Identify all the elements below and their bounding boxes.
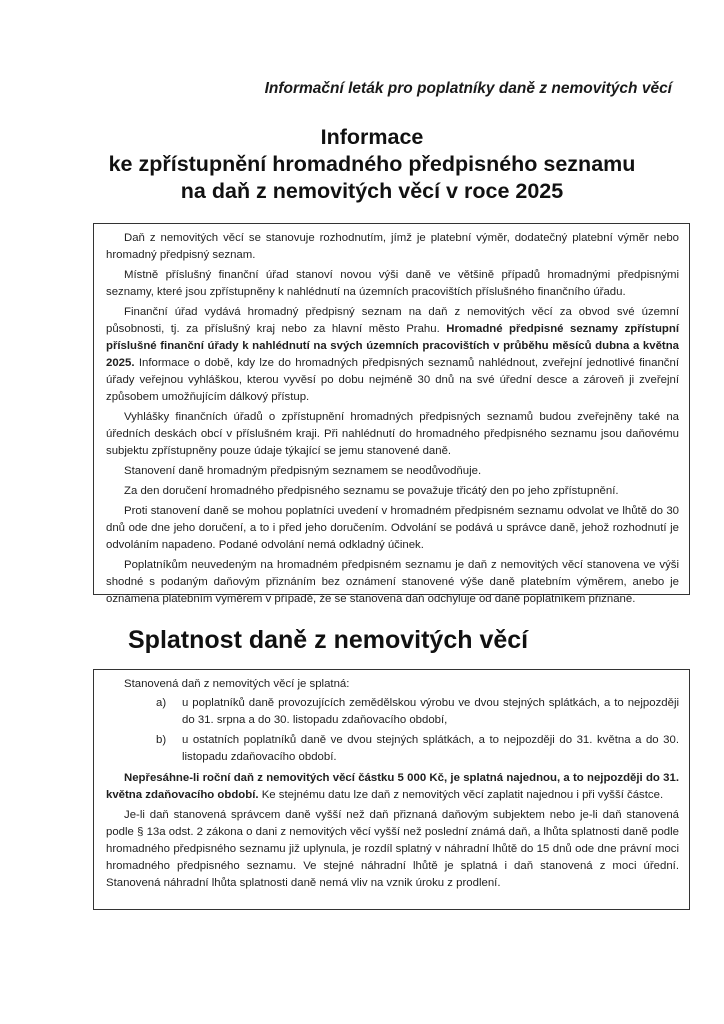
info-text: Informace o době, kdy lze do hromadných předpisných seznamů nahlédnout, zveřejní jednotlivé finanční úřady veřejnou vyhláškou, kterou vyvěsí po dobu nejméně 30 dnů na své úřední desce a zároveň ji zveřejní způsobem umožňujícím dálkový přístup.: [106, 357, 679, 403]
list-item-text: u poplatníků daně provozujících zemědělskou výrobu ve dvou stejných splátkách, a to nejpozději do 31. srpna a do 30. listopadu zdaňovacího období,: [182, 697, 679, 726]
due-text-bold: Nepřesáhne-li roční daň z nemovitých věcí částku 5 000 Kč, je splatná najednou, a to nejpozději do 31. května zdaňovacího období.: [106, 772, 679, 801]
info-paragraph: Proti stanovení daně se mohou poplatníci uvedení v hromadném předpisném seznamu odvolat ve lhůtě do 30 dnů ode dne jeho doručení, a to i před jeho doručením. Odvolání se podává u správce daně, jehož rozhodnutí je odvoláním napadeno. Podané odvolání nemá odkladný účinek.: [106, 505, 679, 551]
list-marker: a): [156, 697, 167, 709]
info-paragraph: Za den doručení hromadného předpisného seznamu se považuje třicátý den po jeho zpřístupnění.: [124, 485, 619, 497]
document-title: [60, 124, 684, 205]
info-text: Finanční úřad vydává hromadný předpisný seznam na daň z nemovitých věcí za obvod své územní působnosti, tj. za příslušný kraj nebo za hlavní město Prahu.: [106, 306, 679, 335]
due-list: [106, 695, 679, 766]
list-item: [106, 695, 679, 729]
title-line: na daň z nemovitých věcí v roce 2025: [180, 179, 564, 203]
info-paragraph: Stanovení daně hromadným předpisným seznamem se neodůvodňuje.: [124, 465, 482, 477]
info-paragraph: Daň z nemovitých věcí se stanovuje rozhodnutím, jímž je platební výměr, dodatečný platební výměr nebo hromadný předpisný seznam.: [106, 232, 679, 261]
list-marker: b): [156, 734, 167, 746]
info-paragraph: Místně příslušný finanční úřad stanoví novou výši daně ve většině případů hromadnými předpisnými seznamy, které jsou zpřístupněny k nahlédnutí na územních pracovištích příslušného finančního úřadu.: [106, 269, 679, 298]
due-paragraph: Je-li daň stanovená správcem daně vyšší než daň přiznaná daňovým subjektem nebo je-li daň stanovená podle § 13a odst. 2 zákona o dani z nemovitých věcí vyšší než poslední známá daň, a lhůta splatnosti daně podle hromadného předpisného seznamu již uplynula, je rozdíl splatný v náhradní lhůtě do 15 dnů ode dne právní moci hromadného předpisného seznamu. Ve stejné náhradní lhůtě je splatná i daň stanovená z moci úřední. Stanovená náhradní lhůta splatnosti daně nemá vliv na vznik úroku z prodlení.: [106, 809, 679, 889]
info-paragraph: [106, 304, 679, 406]
info-paragraph: Vyhlášky finančních úřadů o zpřístupnění hromadných předpisných seznamů budou zveřejněny také na úředních deskách obcí v příslušném kraji. Při nahlédnutí do hromadného předpisného seznamu jsou daňovému subjektu zpřístupněny pouze údaje týkající se jemu stanovené daně.: [106, 411, 679, 457]
leaflet-header-note: Informační leták pro poplatníky daně z nemovitých věcí: [264, 80, 672, 97]
due-text: Ke stejnému datu lze daň z nemovitých věcí zaplatit najednou i při vyšší částce.: [258, 789, 664, 801]
list-item: [106, 732, 679, 766]
due-intro: Stanovená daň z nemovitých věcí je splatná:: [124, 678, 350, 690]
section-title: Splatnost daně z nemovitých věcí: [128, 626, 529, 654]
information-box: [93, 223, 690, 605]
list-item-text: u ostatních poplatníků daně ve dvou stejných splátkách, a to nejpozději do 31. května a do 30. listopadu zdaňovacího období.: [182, 734, 679, 763]
info-paragraph: Poplatníkům neuvedeným na hromadném předpisném seznamu je daň z nemovitých věcí stanovena ve výši shodné s podaným daňovým přiznáním bez oznámení stanovené výše daně platebním výměrem, anebo je oznámena platebním výměrem v případě, že se stanovená daň odchyluje od daně poplatníkem přiznané.: [106, 559, 679, 605]
info-text-bold: Hromadné předpisné seznamy zpřístupní příslušné finanční úřady k nahlédnutí na svých územních pracovištích v průběhu měsíců dubna a května 2025.: [106, 323, 679, 369]
due-date-box: [93, 669, 690, 910]
title-line: Informace: [320, 125, 424, 149]
due-paragraph: [106, 770, 679, 804]
title-line: ke zpřístupnění hromadného předpisného seznamu: [108, 152, 636, 176]
